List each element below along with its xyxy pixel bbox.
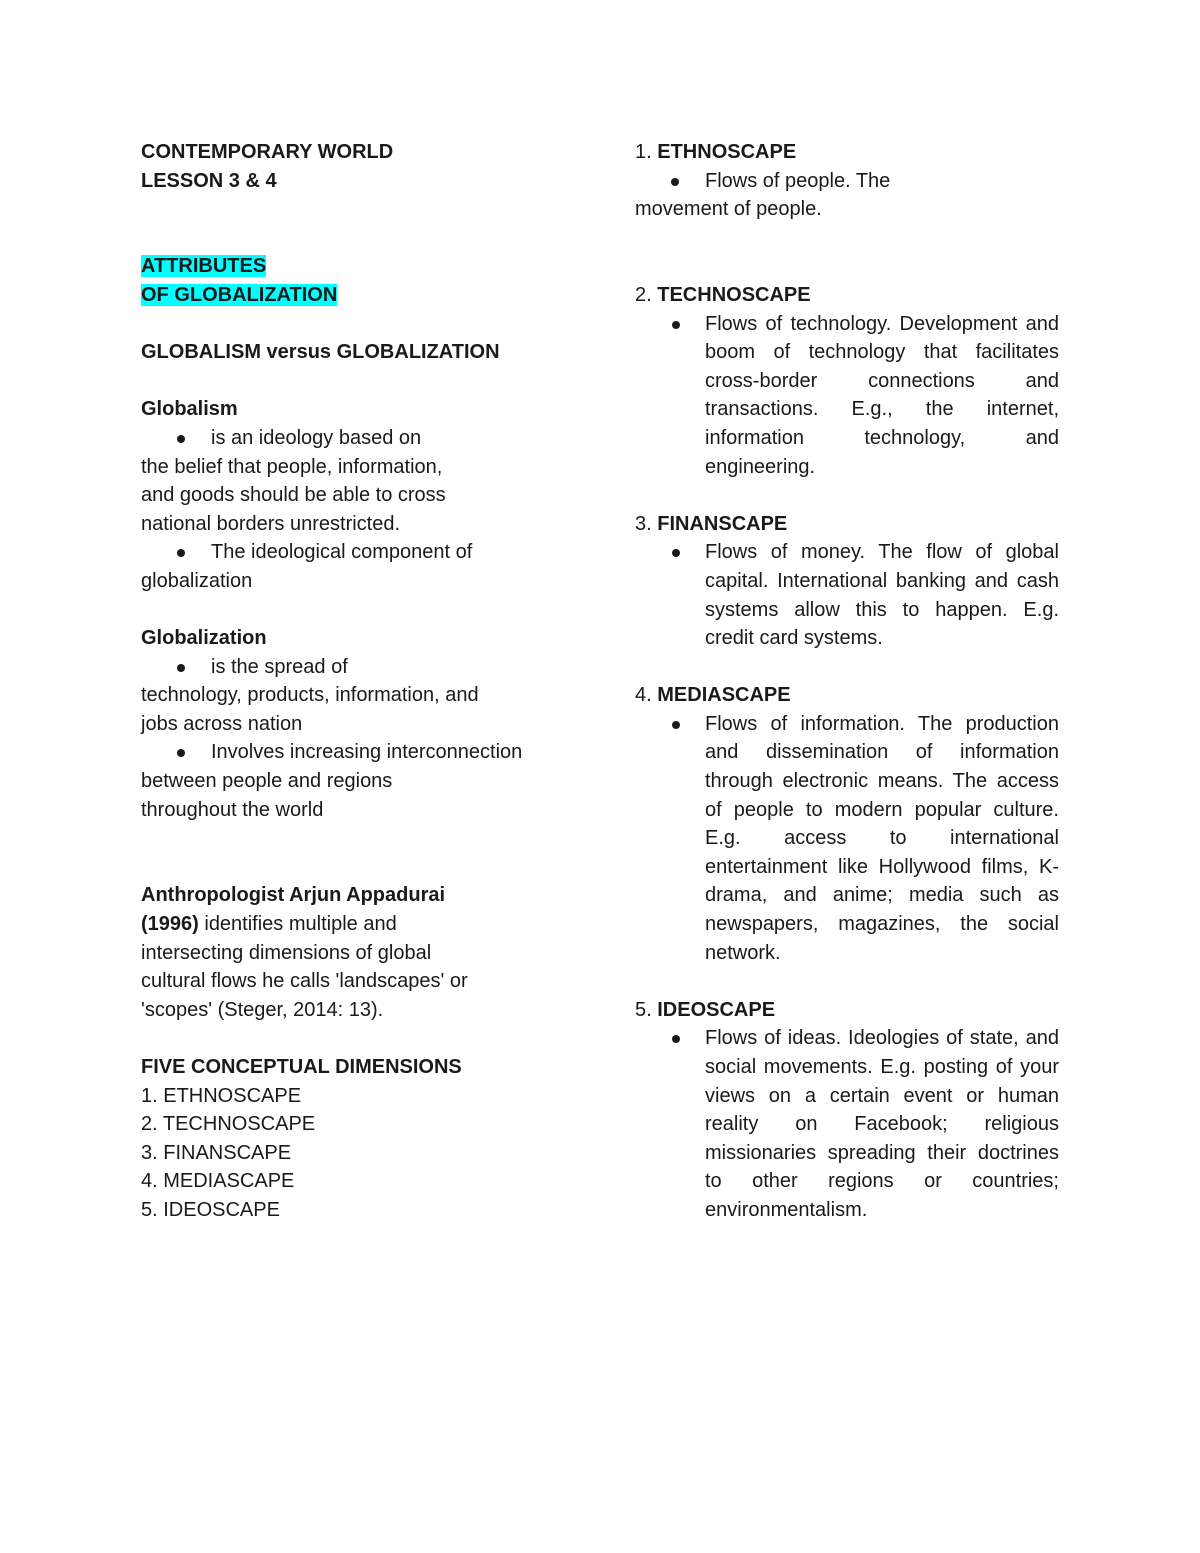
ideoscape-heading: 5. IDEOSCAPE — [635, 998, 776, 1021]
document-title: CONTEMPORARY WORLD — [141, 141, 394, 163]
bullet-dot-icon — [672, 549, 680, 557]
finanscape-heading: 3. FINANSCAPE — [635, 512, 788, 535]
globalism-heading: Globalism — [141, 398, 238, 421]
bullet-dot-icon — [672, 1035, 680, 1043]
appadurai-paragraph: Anthropologist Arjun Appadurai (1996) identifies multiple and intersecting dimensions of global cultural flows he calls 'landscapes' or 'scopes' (Steger, 2014: 13). — [141, 884, 468, 1021]
list-item: 5. IDEOSCAPE — [141, 1198, 280, 1221]
bullet-dot-icon — [671, 178, 679, 186]
finanscape-bullet: Flows of money. The flow of global capital. International banking and cash systems allow this to happen. E.g. credit card systems. — [635, 538, 1059, 652]
dimensions-heading: FIVE CONCEPTUAL DIMENSIONS — [141, 1056, 462, 1078]
ideoscape-bullet: Flows of ideas. Ideologies of state, and social movements. E.g. posting of your views on a certain event or human reality on Facebook; religious missionaries spreading their doctrines to other regions or countries; environmentalism. — [635, 1024, 1059, 1224]
lesson-label: LESSON 3 & 4 — [141, 169, 277, 192]
right-column — [635, 138, 1059, 1225]
highlighted-heading-line2: OF GLOBALIZATION — [141, 283, 338, 306]
left-column — [141, 138, 561, 1225]
mediascape-bullet: Flows of information. The production and dissemination of information through electronic means. The access of people to modern popular culture. E.g. access to international entertainment like Hollywood films, K-drama, and anime; media such as newspapers, magazines, the social network. — [635, 710, 1059, 967]
technoscape-bullet: Flows of technology. Development and boom of technology that facilitates cross-border connections and transactions. E.g., the internet, information technology, and engineering. — [635, 310, 1059, 482]
ethnoscape-heading: 1. ETHNOSCAPE — [635, 141, 797, 163]
list-item: 3. FINANSCAPE — [141, 1141, 292, 1164]
highlighted-heading-line1: ATTRIBUTES — [141, 255, 267, 278]
globalization-bullet-1: is the spread of technology, products, information, and jobs across nation — [141, 655, 479, 735]
versus-heading: GLOBALISM versus GLOBALIZATION — [141, 341, 500, 364]
technoscape-heading: 2. TECHNOSCAPE — [635, 283, 811, 306]
list-item: 2. TECHNOSCAPE — [141, 1113, 316, 1136]
globalization-bullet-2: Involves increasing interconnection between people and regions throughout the world — [141, 741, 523, 821]
globalism-bullet-2: The ideological component of globalization — [141, 541, 473, 592]
mediascape-heading: 4. MEDIASCAPE — [635, 684, 791, 707]
ethnoscape-bullet: Flows of people. The movement of people. — [635, 169, 891, 221]
globalization-heading: Globalization — [141, 627, 267, 650]
list-item: 1. ETHNOSCAPE — [141, 1084, 302, 1107]
bullet-dot-icon — [672, 321, 680, 329]
bullet-dot-icon — [177, 664, 185, 672]
bullet-dot-icon — [177, 435, 185, 443]
bullet-dot-icon — [672, 721, 680, 729]
globalism-bullet-1: is an ideology based on the belief that people, information, and goods should be able to cross national borders unrestricted. — [141, 426, 446, 535]
list-item: 4. MEDIASCAPE — [141, 1170, 295, 1193]
